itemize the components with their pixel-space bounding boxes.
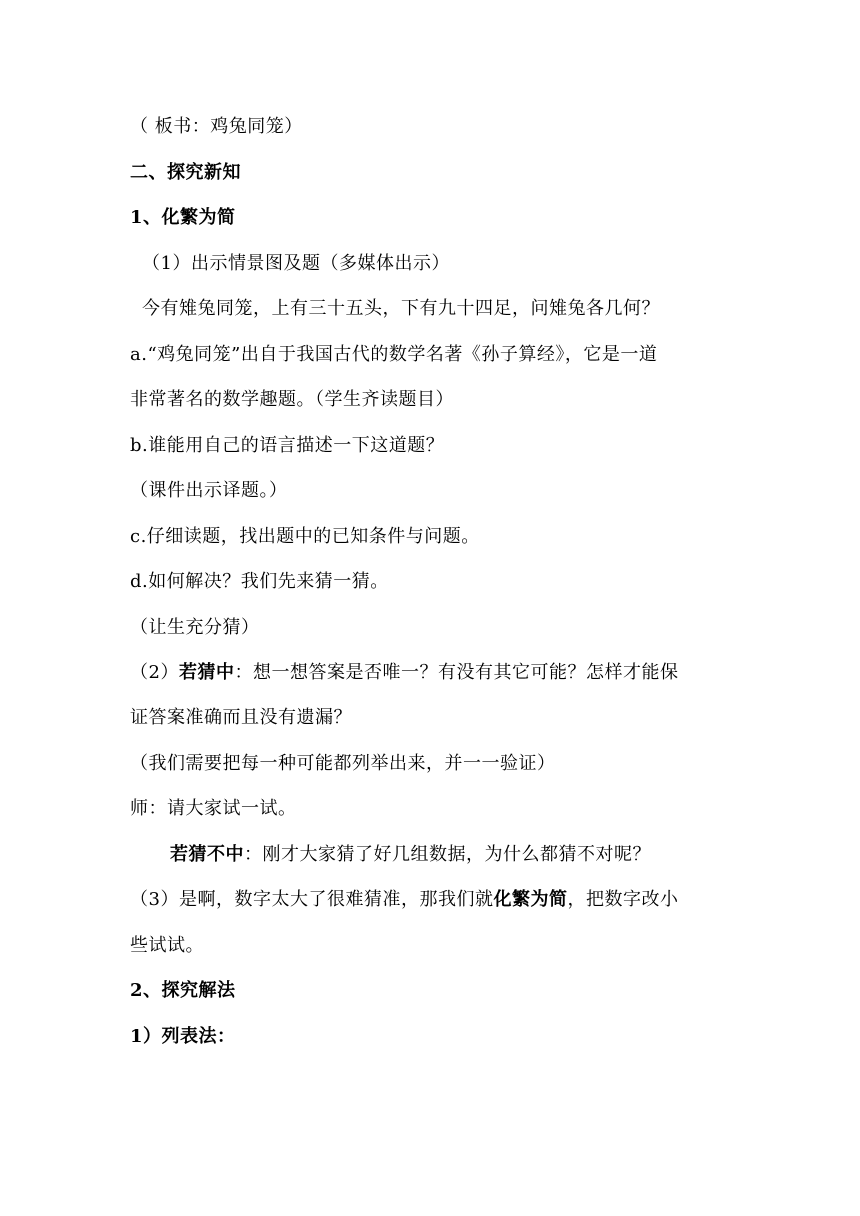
paragraph-d-note: （让生充分猜）	[130, 617, 260, 638]
item-2-rest: ：想一想答案是否唯一？有没有其它可能？怎样才能保	[234, 662, 679, 683]
subsection-heading-simplify: 1、化繁为简	[130, 207, 236, 228]
method-table-heading: 1）列表法：	[130, 1026, 236, 1047]
miss-guess-rest: ：刚才大家猜了好几组数据，为什么都猜不对呢？	[244, 844, 651, 865]
board-note: （ 板书：鸡兔同笼）	[130, 116, 303, 137]
item-3-line2: 些试试。	[130, 935, 204, 956]
paragraph-a-line1: a.“鸡兔同笼”出自于我国古代的数学名著《孙子算经》，它是一道	[130, 344, 658, 365]
paragraph-a-line2: 非常著名的数学趣题。（学生齐读题目）	[130, 389, 454, 410]
item-2-line2: 证答案准确而且没有遗漏？	[130, 707, 352, 728]
item-3-bold-term: 化繁为简	[493, 889, 568, 910]
miss-guess-bold-term: 若猜不中	[170, 844, 244, 865]
item-3-start: （3）是啊，数字太大了很难猜准，那我们就	[130, 889, 494, 910]
item-2-prefix: （2）	[130, 662, 179, 683]
item-2-line1	[130, 661, 678, 685]
item-3-line1	[130, 888, 678, 912]
miss-guess-line	[170, 843, 651, 867]
paragraph-d: d.如何解决？我们先来猜一猜。	[130, 571, 389, 592]
subsection-heading-methods: 2、探究解法	[130, 980, 236, 1001]
item-2-note: （我们需要把每一种可能都列举出来，并一一验证）	[130, 753, 556, 774]
section-heading-explore: 二、探究新知	[130, 162, 241, 183]
paragraph-c: c.仔细读题，找出题中的已知条件与问题。	[130, 526, 480, 547]
item-3-end: ，把数字改小	[567, 889, 679, 910]
problem-statement: 今有雉兔同笼，上有三十五头，下有九十四足，问雉兔各几何？	[142, 298, 660, 319]
paragraph-b: b.谁能用自己的语言描述一下这道题？	[130, 435, 445, 456]
item-1-text: （1）出示情景图及题（多媒体出示）	[142, 253, 450, 274]
paragraph-b-note: （课件出示译题。）	[130, 480, 288, 501]
item-2-bold-term: 若猜中	[178, 662, 235, 683]
teacher-line: 师：请大家试一试。	[130, 798, 297, 819]
